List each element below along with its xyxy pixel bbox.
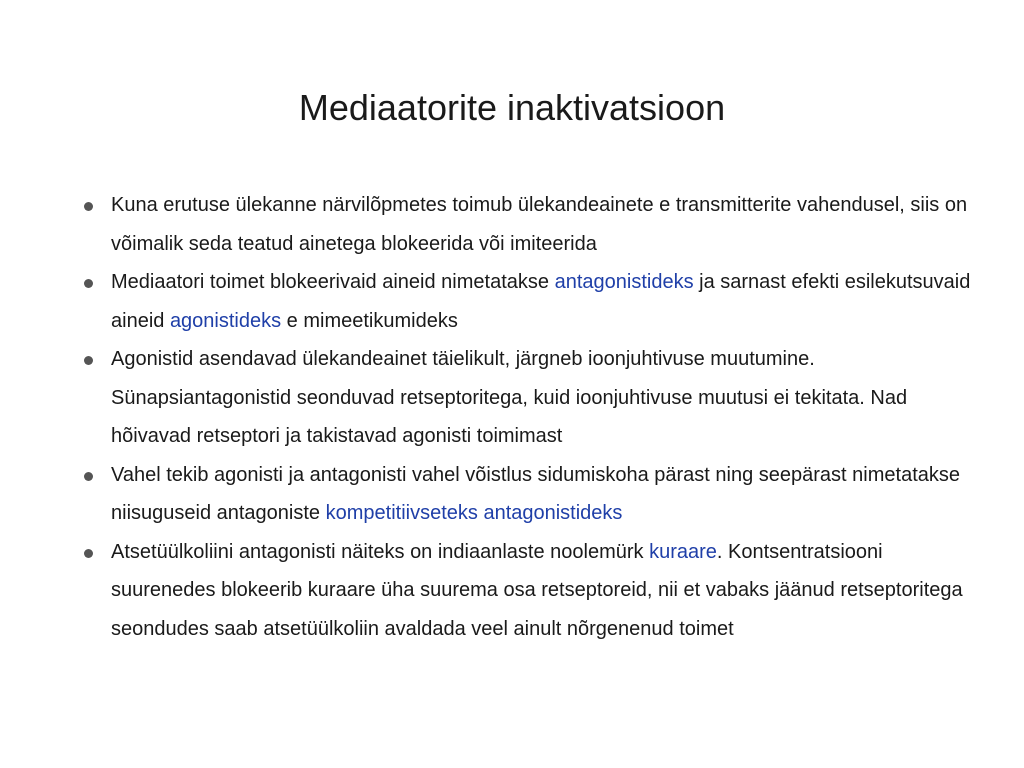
bullet-text: . Kontsentratsiooni suurenedes blokeerib kuraare üha suurema osa retseptoreid, nii et vabaks jäänud retseptoritega seondudes saab atsetüülkoliin avaldada veel ainult nõrgenenud toimet [111,540,963,640]
bullet-text: Mediaatori toimet blokeerivaid aineid nimetatakse [111,271,555,293]
link-kompetitiivseteks-antagonistideks[interactable]: kompetitiivseteks antagonistideks [325,502,623,524]
bullet-text: Atsetüülkoliini antagonisti näiteks on indiaanlaste noolemürk [111,540,650,563]
bullet-text: ja sarnast efekti esilekutsuvaid aineid [111,271,971,332]
bullet-item [82,340,982,456]
bullet-item [82,263,982,340]
bullet-list [82,186,982,648]
bullet-text: e mimeetikumideks [281,309,458,332]
bullet-dot-icon [84,202,93,211]
bullet-item [82,186,982,263]
bullet-text: Kuna erutuse ülekanne närvilõpmetes toimub ülekandeainete e transmitterite vahendusel, siis on võimalik seda teatud ainetega blokeerida või imiteerida [111,194,968,255]
link-kuraare[interactable]: kuraare [649,540,717,563]
bullet-dot-icon [84,549,93,558]
bullet-dot-icon [84,356,93,365]
bullet-text: Agonistid asendavad ülekandeainet täielikult, järgneb ioonjuhtivuse muutumine. Sünapsiantagonistid seonduvad retseptoritega, kuid ioonjuhtivuse muutusi ei tekitata. Nad hõivavad retseptori ja takistavad agonisti toimimast [111,348,908,447]
bullet-item [82,456,982,533]
bullet-dot-icon [84,279,93,288]
bullet-text: Vahel tekib agonisti ja antagonisti vahel võistlus sidumiskoha pärast ning seepärast nimetatakse niisuguseid antagoniste [111,463,961,524]
link-antagonistideks[interactable]: antagonistideks [554,271,694,293]
slide-title: Mediaatorite inaktivatsioon [298,87,726,128]
bullet-item [82,533,982,649]
bullet-dot-icon [84,472,93,481]
link-agonistideks[interactable]: agonistideks [169,309,282,332]
